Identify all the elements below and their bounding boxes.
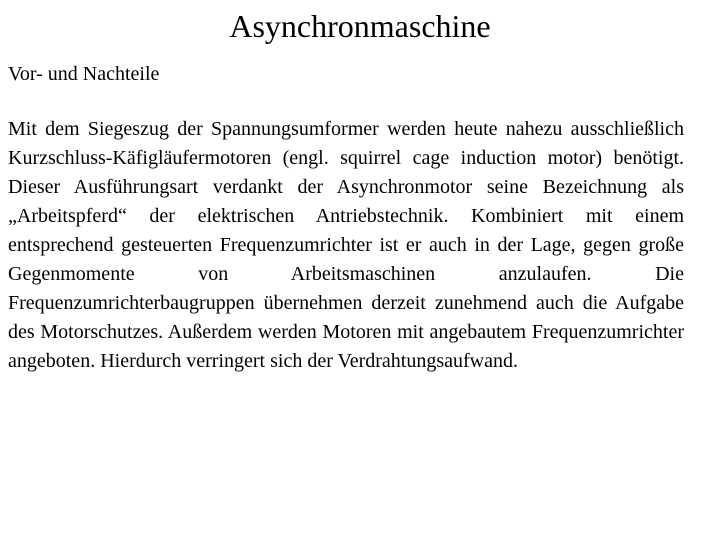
page-title: Asynchronmaschine: [229, 8, 491, 44]
section-subtitle: Vor- und Nachteile: [8, 63, 160, 85]
body-paragraph: Mit dem Siegeszug der Spannungsumformer werden heute nahezu ausschließlich Kurzschluss-Käfigläufermotoren (engl. squirrel cage induction motor) benötigt. Dieser Ausführungsart verdankt der Asynchronmotor seine Bezeichnung als „Arbeitspferd“ der elektrischen Antriebstechnik. Kombiniert mit einem entsprechend gesteuerten Frequenzumrichter ist er auch in der Lage, gegen große Gegenmomente von Arbeitsmaschinen anzulaufen. Die Frequenzumrichterbaugruppen übernehmen derzeit zunehmend auch die Aufgabe des Motorschutzes. Außerdem werden Motoren mit angebautem Frequenzumrichter angeboten. Hierdurch verringert sich der Verdrahtungsaufwand.: [8, 118, 684, 372]
